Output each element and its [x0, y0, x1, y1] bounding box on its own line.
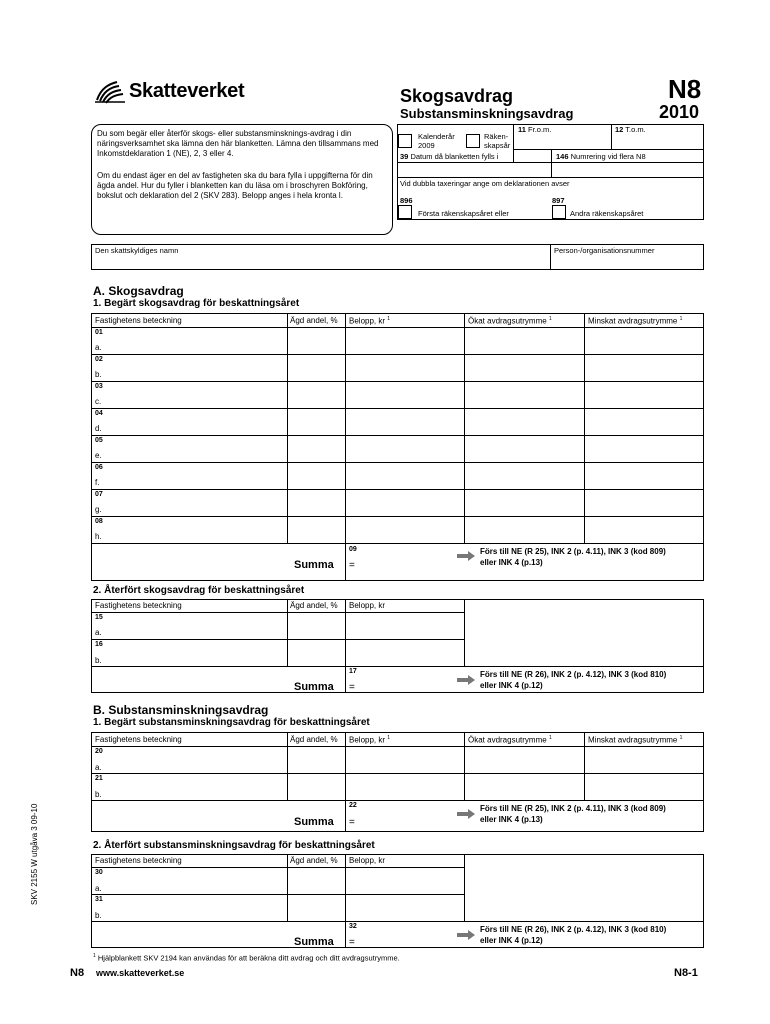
col-belopp-b1: Belopp, kr $^1$ — [349, 735, 391, 745]
fors-b1-line1: Förs till NE (R 25), INK 2 (p. 4.11), INK 3 (kod 809) — [480, 804, 666, 813]
name-field[interactable]: Den skattskyldiges namn — [95, 246, 179, 255]
info-text-2: Om du endast äger en del av fastigheten ska du bara fylla i uppgifterna för din ägda andel. Hur du fyller i blanketten kan du läsa om i broschyren Bokföring, bokslut och deklaration del 2 (SKV 283). Belopp anges i hela kronta l. — [97, 171, 373, 200]
rakenskapsar-checkbox[interactable] — [466, 134, 480, 148]
arrow-right-icon — [457, 930, 475, 940]
summa-a2: Summa — [294, 681, 334, 693]
code-21: 21 — [95, 775, 103, 782]
eq-b1: = — [349, 817, 355, 828]
row-code-08: 08 — [95, 518, 103, 525]
letter-a-b2: a. — [95, 884, 102, 893]
numrering-field[interactable]: 146 Numrering vid flera N8 — [556, 152, 646, 161]
fors-a2-line1: Förs till NE (R 26), INK 2 (p. 4.12), INK 3 (kod 810) — [480, 670, 667, 679]
date-field[interactable]: 39 Datum då blanketten fylls i — [400, 152, 499, 161]
fors-b2-line2: eller INK 4 (p.12) — [480, 936, 543, 945]
col-fastighet-a2: Fastighetens beteckning — [95, 601, 182, 610]
col-minskat-a1: Minskat avdragsutrymme $^1$ — [588, 316, 683, 326]
info-text-1: Du som begär eller återför skogs- eller substansminsknings-avdrag i din näringsverksamhet ska lämna den här blanketten. Lämna den tillsammans med Inkomstdeklaration 1 (NE), 2, 3 eller 4. — [97, 129, 379, 158]
row-code-07: 07 — [95, 491, 103, 498]
row-code-06: 06 — [95, 464, 103, 471]
logo-text: Skatteverket — [129, 80, 245, 102]
code-31: 31 — [95, 896, 103, 903]
row-code-01: 01 — [95, 329, 103, 336]
sum-code-09: 09 — [349, 546, 357, 553]
skatteverket-logo — [93, 78, 243, 104]
code-16: 16 — [95, 641, 103, 648]
forsta-checkbox[interactable] — [398, 205, 412, 219]
pnr-field[interactable]: Person-/organisationsnummer — [554, 246, 655, 255]
fors-a1-line2: eller INK 4 (p.13) — [480, 558, 543, 567]
summa-b2: Summa — [294, 936, 334, 948]
fors-a1-line1: Förs till NE (R 25), INK 2 (p. 4.11), INK 3 (kod 809) — [480, 547, 666, 556]
fors-a2-line2: eller INK 4 (p.12) — [480, 681, 543, 690]
col-belopp-a2: Belopp, kr — [349, 601, 386, 610]
kalenderar-year: 2009 — [418, 141, 435, 150]
col-belopp-a1: Belopp, kr $^1$ — [349, 316, 391, 326]
row-code-03: 03 — [95, 383, 103, 390]
sum-code-32: 32 — [349, 923, 357, 930]
fors-b1-line2: eller INK 4 (p.13) — [480, 815, 543, 824]
row-letter: h. — [95, 532, 102, 541]
footnote: $^1$ Hjälpblankett SKV 2194 kan användas för att beräkna ditt avdrag och ditt avdragsutrymme. — [93, 953, 400, 963]
arrow-right-icon — [457, 675, 475, 685]
form-subtitle: Substansminskningsavdrag — [400, 106, 574, 121]
col-agd-b1: Ägd andel, % — [290, 735, 338, 744]
col-fastighet-a1: Fastighetens beteckning — [95, 316, 182, 325]
from-field[interactable]: 11 Fr.o.m. — [518, 125, 552, 134]
code-30: 30 — [95, 869, 103, 876]
row-code-04: 04 — [95, 410, 103, 417]
col-okat-a1: Ökat avdragsutrymme $^1$ — [468, 316, 552, 326]
col-okat-b1: Ökat avdragsutrymme $^1$ — [468, 735, 552, 745]
section-a-part1-title: 1. Begärt skogsavdrag för beskattningsåret — [93, 298, 300, 309]
form-year: 2010 — [659, 102, 700, 122]
row-letter: a. — [95, 343, 102, 352]
side-text: SKV 2155 W utgåva 3 09-10 — [30, 803, 39, 905]
sum-code-17: 17 — [349, 668, 357, 675]
footer-page: N8-1 — [674, 967, 698, 979]
fors-b2-line1: Förs till NE (R 26), INK 2 (p. 4.12), INK 3 (kod 810) — [480, 925, 667, 934]
row-letter: c. — [95, 397, 102, 406]
double-tax-label: Vid dubbla taxeringar ange om deklarationen avser — [400, 179, 570, 188]
crown-logo-icon — [93, 78, 129, 104]
footer-form-code: N8 — [70, 967, 85, 979]
col-fastighet-b2: Fastighetens beteckning — [95, 856, 182, 865]
code-896: 896 — [400, 196, 413, 205]
section-b-title: B. Substansminskningsavdrag — [93, 703, 269, 717]
section-b-part2-title: 2. Återfört substansminskningsavdrag för beskattningsåret — [93, 840, 375, 851]
col-belopp-b2: Belopp, kr — [349, 856, 386, 865]
table-b1 — [91, 732, 704, 832]
arrow-right-icon — [457, 809, 475, 819]
section-a-title: A. Skogsavdrag — [93, 284, 184, 298]
section-b-part1-title: 1. Begärt substansminskningsavdrag för beskattningsåret — [93, 717, 370, 728]
rakenskapsar-label: Räken-skapsår — [484, 132, 511, 150]
form-title: Skogsavdrag — [400, 86, 514, 106]
code-20: 20 — [95, 748, 103, 755]
col-agd-b2: Ägd andel, % — [290, 856, 338, 865]
code-15: 15 — [95, 614, 103, 621]
form-code: N8 — [668, 74, 702, 104]
row-letter: d. — [95, 424, 102, 433]
eq-a2: = — [349, 682, 355, 693]
forsta-label: Första räkenskapsåret eller — [418, 209, 509, 218]
row-letter: b. — [95, 370, 102, 379]
row-letter: f. — [95, 478, 100, 487]
summa-b1: Summa — [294, 816, 334, 828]
eq-a1: = — [349, 560, 355, 571]
row-letter: e. — [95, 451, 102, 460]
section-a-part2-title: 2. Återfört skogsavdrag för beskattningsåret — [93, 585, 305, 596]
col-fastighet-b1: Fastighetens beteckning — [95, 735, 182, 744]
eq-b2: = — [349, 937, 355, 948]
footer-url[interactable]: www.skatteverket.se — [96, 968, 185, 978]
col-minskat-b1: Minskat avdragsutrymme $^1$ — [588, 735, 683, 745]
sum-code-22: 22 — [349, 802, 357, 809]
summa-a1: Summa — [294, 559, 334, 571]
arrow-right-icon — [457, 551, 475, 561]
row-letter: g. — [95, 505, 102, 514]
row-code-02: 02 — [95, 356, 103, 363]
kalenderar-checkbox[interactable] — [398, 134, 412, 148]
col-agd-a1: Ägd andel, % — [290, 316, 338, 325]
letter-b-b2: b. — [95, 911, 102, 920]
andra-label: Andra räkenskapsåret — [570, 209, 644, 218]
letter-a-b1: a. — [95, 763, 102, 772]
code-897: 897 — [552, 196, 565, 205]
letter-a-a2: a. — [95, 628, 102, 637]
col-agd-a2: Ägd andel, % — [290, 601, 338, 610]
kalenderar-label: Kalenderår — [418, 132, 455, 141]
row-code-05: 05 — [95, 437, 103, 444]
letter-b-b1: b. — [95, 790, 102, 799]
andra-checkbox[interactable] — [552, 205, 566, 219]
letter-b-a2: b. — [95, 656, 102, 665]
tom-field[interactable]: 12 T.o.m. — [615, 125, 646, 134]
